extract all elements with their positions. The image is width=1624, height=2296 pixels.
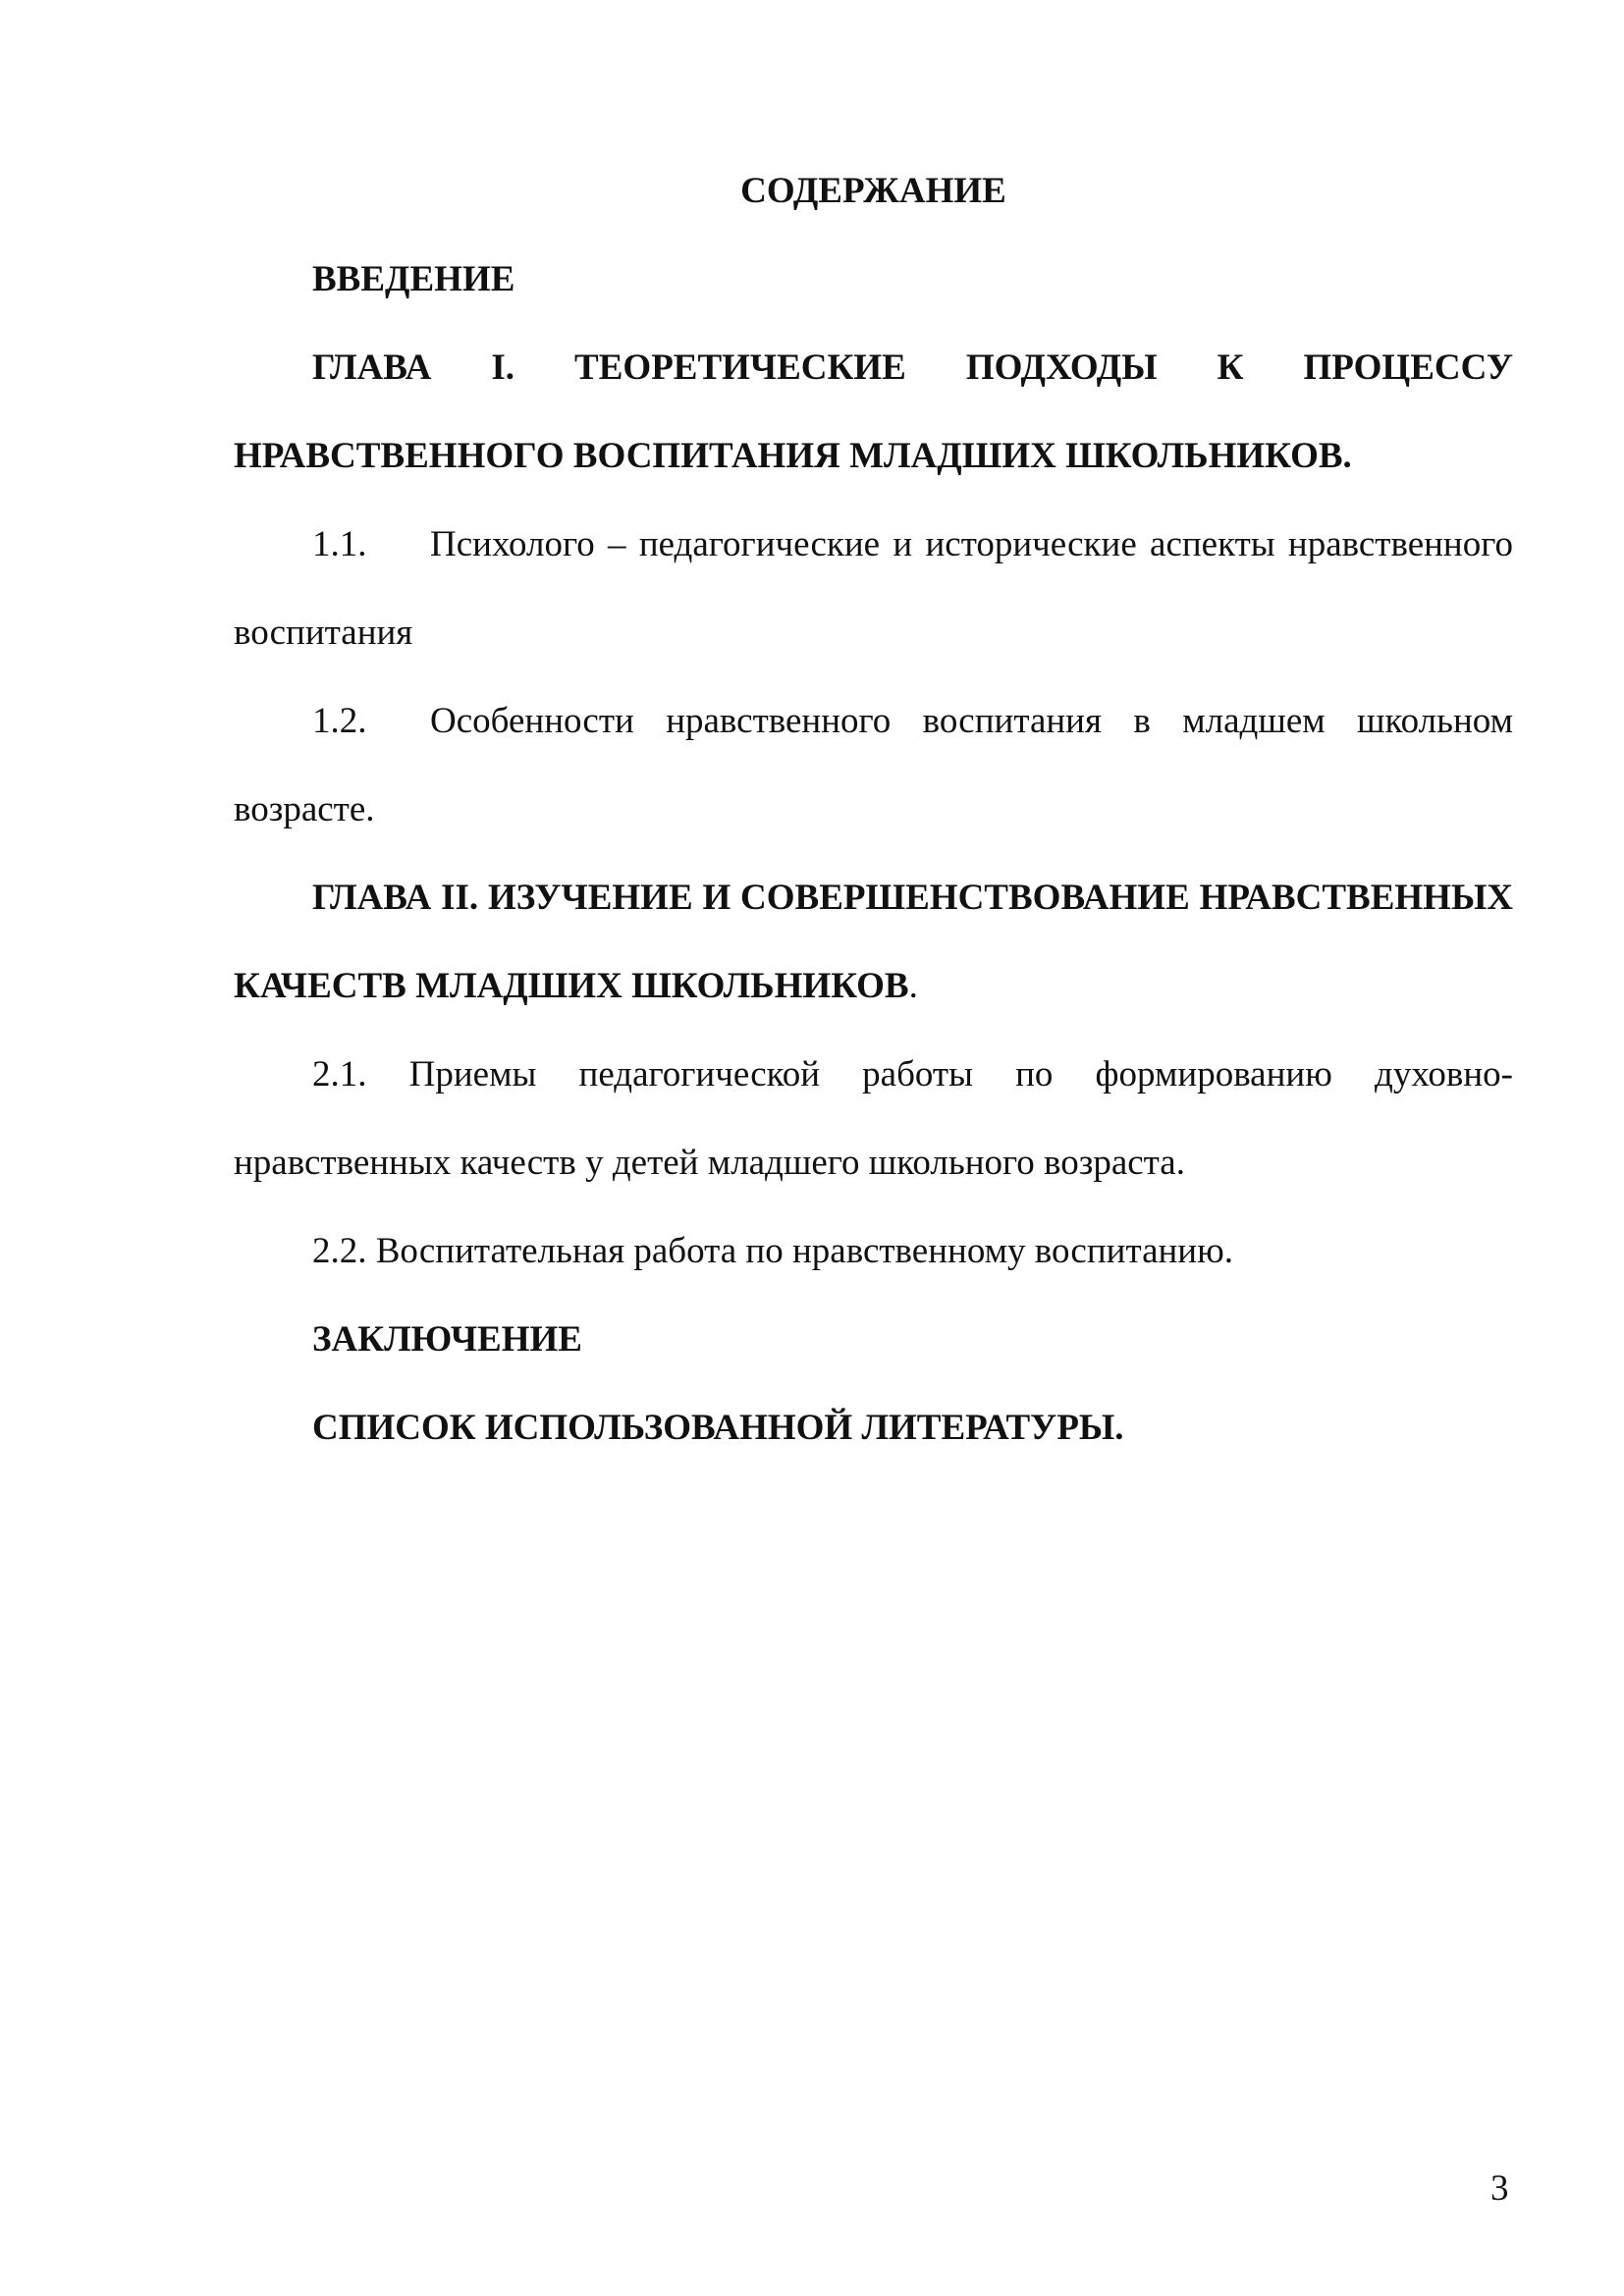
toc-entry-chapter-1: ГЛАВА I. ТЕОРЕТИЧЕСКИЕ ПОДХОДЫ К ПРОЦЕССУ НРАВСТВЕННОГО ВОСПИТАНИЯ МЛАДШИХ ШКОЛЬНИКОВ. <box>234 347 1513 476</box>
toc-entry-section-1-1 <box>234 501 1513 677</box>
chapter-2-title: ГЛАВА II. ИЗУЧЕНИЕ И СОВЕРШЕНСТВОВАНИЕ НРАВСТВЕННЫХ КАЧЕСТВ МЛАДШИХ ШКОЛЬНИКОВ <box>234 878 1513 1006</box>
chapter-2-period: . <box>908 966 918 1006</box>
toc-entry-conclusion: ЗАКЛЮЧЕНИЕ <box>312 1319 582 1360</box>
toc-entry-chapter-2 <box>234 854 1513 1031</box>
toc-entry-references: СПИСОК ИСПОЛЬЗОВАННОЙ ЛИТЕРАТУРЫ. <box>312 1408 1124 1448</box>
section-title-1-2: Особенности нравственного воспитания в младшем школьном возрасте. <box>234 701 1513 829</box>
section-number-1-2: 1.2. <box>312 701 367 741</box>
toc-entry-intro: ВВЕДЕНИЕ <box>312 259 515 299</box>
page-number: 3 <box>1490 2168 1509 2209</box>
section-title-1-1: Психолого – педагогические и исторические аспекты нравственного воспитания <box>234 524 1513 653</box>
toc-entry-section-1-2 <box>234 677 1513 854</box>
toc-title: СОДЕРЖАНИЕ <box>740 171 1006 211</box>
table-of-contents <box>234 147 1513 1472</box>
section-number-1-1: 1.1. <box>312 524 367 564</box>
toc-entry-section-2-2: 2.2. Воспитательная работа по нравственному воспитанию. <box>312 1231 1233 1271</box>
toc-entry-section-2-1: 2.1. Приемы педагогической работы по формированию духовно-нравственных качеств у детей младшего школьного возраста. <box>234 1054 1513 1183</box>
